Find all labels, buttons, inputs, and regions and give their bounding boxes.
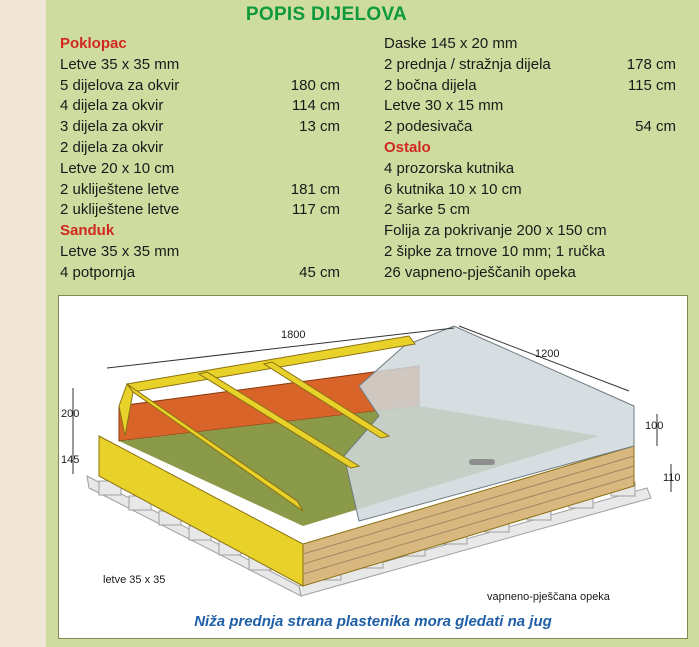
dimension-length: 1800 — [281, 329, 306, 341]
item-length: 54 cm — [635, 118, 676, 136]
item-length: 115 cm — [627, 76, 676, 94]
parts-list-item — [60, 55, 340, 76]
parts-list-item — [384, 159, 676, 180]
item-name: Poklopac — [60, 35, 127, 52]
item-name: Sanduk — [60, 222, 115, 240]
parts-list-item — [60, 263, 340, 284]
dimension-200: 200 — [61, 408, 80, 420]
parts-list-item — [384, 55, 676, 76]
item-name: 2 ukliještene letve — [60, 180, 180, 198]
page-title: POPIS DIJELOVA — [245, 4, 408, 25]
section-heading — [60, 221, 340, 242]
parts-list-right-column — [384, 34, 676, 284]
parts-list-item — [384, 242, 676, 263]
parts-list-item — [384, 221, 676, 242]
item-name: 2 dijela za okvir — [60, 138, 164, 156]
dimension-110: 110 — [663, 472, 681, 484]
parts-list-item — [384, 200, 676, 221]
parts-list-item — [60, 200, 340, 221]
parts-list-item — [60, 159, 340, 180]
parts-list-item — [384, 117, 676, 138]
parts-list-item — [60, 96, 340, 117]
item-name: 2 podesivača — [384, 118, 473, 136]
item-name: Letve 35 x 35 mm — [60, 55, 180, 73]
item-name: 2 šipke za trnove 10 mm; 1 ručka — [384, 242, 605, 260]
dimension-width: 1200 — [535, 348, 560, 360]
item-name: Letve 30 x 15 mm — [384, 97, 504, 115]
item-name: Daske 145 x 20 mm — [384, 35, 518, 52]
parts-list-item — [60, 180, 340, 201]
item-name: Letve 20 x 10 cm — [60, 159, 175, 177]
lid-handle-icon — [469, 459, 495, 465]
item-length: 114 cm — [291, 97, 340, 115]
cold-frame-drawing — [59, 296, 687, 638]
item-name: 6 kutnika 10 x 10 cm — [384, 180, 522, 198]
parts-list-item — [384, 180, 676, 201]
item-name: Letve 35 x 35 mm — [60, 242, 180, 260]
figure-caption: Niža prednja strana plastenika mora gledati na jug — [194, 613, 552, 630]
section-heading — [60, 34, 340, 55]
parts-list-item — [60, 117, 340, 138]
cold-frame-illustration — [58, 295, 688, 639]
dimension-100: 100 — [645, 420, 664, 432]
section-heading — [384, 138, 676, 159]
item-name: Folija za pokrivanje 200 x 150 cm — [384, 222, 607, 240]
item-name: 4 potpornja — [60, 263, 136, 281]
label-letve: letve 35 x 35 — [103, 574, 166, 586]
item-name: 3 dijela za okvir — [60, 118, 164, 136]
item-length: 117 cm — [291, 201, 340, 219]
item-length: 180 cm — [290, 76, 340, 94]
dimension-145: 145 — [61, 454, 80, 466]
item-name: 5 dijelova za okvir — [60, 76, 180, 94]
parts-list-item — [384, 34, 676, 55]
parts-list-item — [60, 242, 340, 263]
item-name: 2 bočna dijela — [384, 76, 477, 94]
item-name: 4 prozorska kutnika — [384, 159, 515, 177]
item-name: 4 dijela za okvir — [60, 97, 164, 115]
label-opeka: vapneno-pješčana opeka — [487, 591, 610, 603]
item-name: 2 prednja / stražnja dijela — [384, 55, 551, 73]
parts-list-item — [384, 76, 676, 97]
item-name: 2 ukliještene letve — [60, 201, 180, 219]
item-length: 178 cm — [626, 55, 676, 73]
parts-list-item — [384, 263, 676, 284]
item-length: 45 cm — [299, 263, 340, 281]
item-name: Ostalo — [384, 138, 431, 156]
item-length: 13 cm — [299, 118, 340, 136]
item-length: 181 cm — [290, 180, 340, 198]
item-name: 26 vapneno-pješčanih opeka — [384, 263, 576, 281]
parts-list-item — [384, 96, 676, 117]
item-name: 2 šarke 5 cm — [384, 201, 470, 219]
parts-list-item — [60, 76, 340, 97]
parts-list-item — [60, 138, 340, 159]
parts-list-left-column — [60, 34, 340, 284]
